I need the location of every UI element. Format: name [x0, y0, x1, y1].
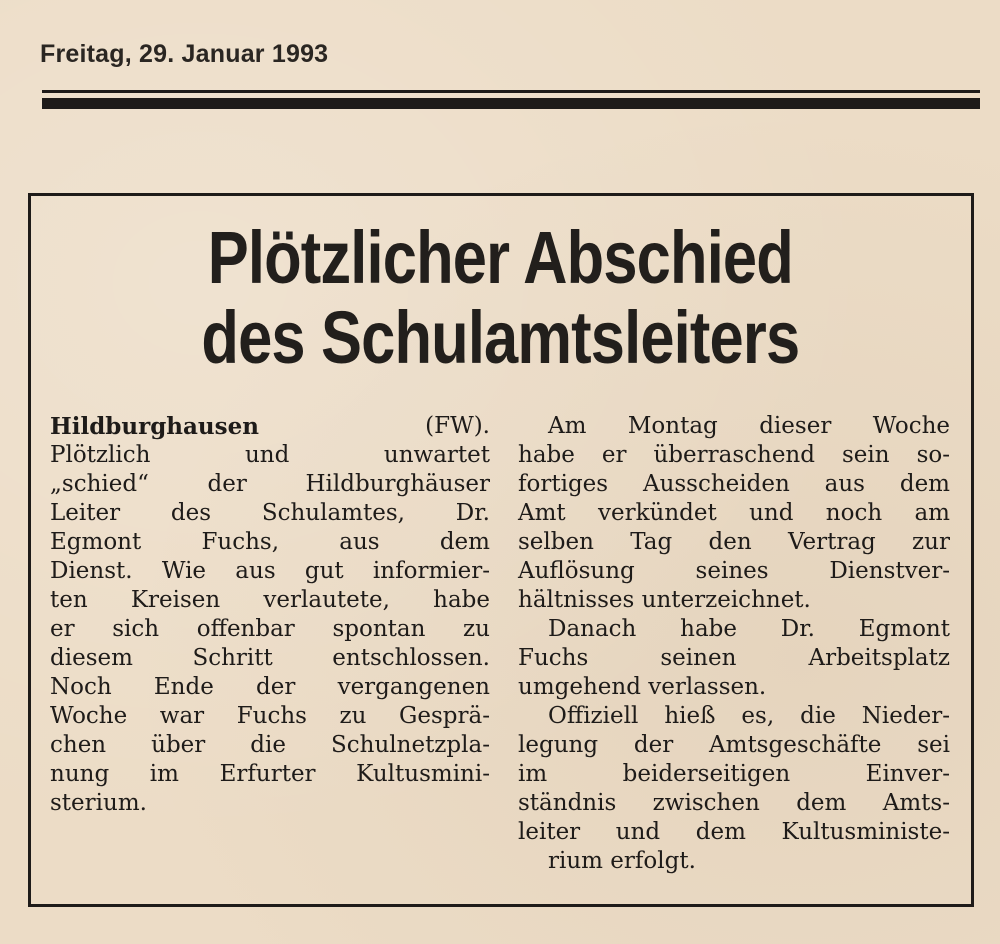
- agency-tag: (FW).: [425, 413, 490, 439]
- article-line: ständnis zwischen dem Amts-: [518, 790, 950, 816]
- word: Einver-: [865, 761, 950, 787]
- article-line: selben Tag den Vertrag zur: [518, 529, 950, 555]
- article-line: Auflösung seines Dienstver-: [518, 558, 950, 584]
- article-line: [518, 644, 950, 673]
- article-column-left: [50, 412, 490, 818]
- article-line: hältnisses unterzeichnet.: [518, 587, 811, 613]
- article-line: fortiges Ausscheiden aus dem: [518, 471, 950, 497]
- article-line: umgehend verlassen.: [518, 674, 767, 700]
- headline-line-1: Plötzlicher Abschied: [207, 216, 793, 299]
- article-line: legung der Amtsgeschäfte sei: [518, 732, 950, 758]
- word: unwartet: [383, 442, 490, 468]
- article-line: [50, 412, 490, 441]
- article-line: Noch Ende der vergangenen: [50, 674, 490, 700]
- paragraph-first-line: Am Montag dieser Woche: [548, 413, 950, 439]
- article-line: rium erfolgt.: [548, 848, 696, 874]
- article-line: [50, 441, 490, 470]
- header-rule-thick: [42, 98, 980, 109]
- article-column-right: [518, 412, 950, 876]
- article-line: er sich offenbar spontan zu: [50, 616, 490, 642]
- article-line: diesem Schritt entschlossen.: [50, 645, 490, 671]
- word: seinen: [660, 645, 737, 671]
- article-line: Dienst. Wie aus gut informier-: [50, 558, 490, 584]
- word: im: [518, 761, 548, 787]
- article-line: [518, 760, 950, 789]
- headline-line-2: des Schulamtsleiters: [201, 296, 800, 379]
- word: Egmont: [50, 529, 142, 555]
- publication-date: Freitag, 29. Januar 1993: [40, 40, 329, 68]
- article-line: habe er überraschend sein so-: [518, 442, 950, 468]
- article-line: Woche war Fuchs zu Gesprä-: [50, 703, 490, 729]
- word: Fuchs: [518, 645, 589, 671]
- paragraph-first-line: Offiziell hieß es, die Nieder-: [548, 703, 950, 729]
- article-line: Leiter des Schulamtes, Dr.: [50, 500, 490, 526]
- word: dem: [439, 529, 490, 555]
- article-line: nung im Erfurter Kultusmini-: [50, 761, 490, 787]
- header-rule-thin: [42, 90, 980, 93]
- word: beiderseitigen: [622, 761, 791, 787]
- dateline-place: Hildburghausen: [50, 413, 259, 440]
- article-line: „schied“ der Hildburghäuser: [50, 471, 490, 497]
- word: Arbeitsplatz: [808, 645, 950, 671]
- headline: [85, 218, 915, 378]
- word: Plötzlich: [50, 442, 151, 468]
- article-line: Amt verkündet und noch am: [518, 500, 950, 526]
- paragraph-first-line: Danach habe Dr. Egmont: [548, 616, 950, 642]
- article-line: chen über die Schulnetzpla-: [50, 732, 490, 758]
- article-line: sterium.: [50, 790, 147, 816]
- word: aus: [339, 529, 380, 555]
- word: Fuchs,: [201, 529, 280, 555]
- article-line: leiter und dem Kultusministe-: [518, 819, 950, 845]
- word: und: [244, 442, 290, 468]
- article-line: ten Kreisen verlautete, habe: [50, 587, 490, 613]
- article-line: [50, 528, 490, 557]
